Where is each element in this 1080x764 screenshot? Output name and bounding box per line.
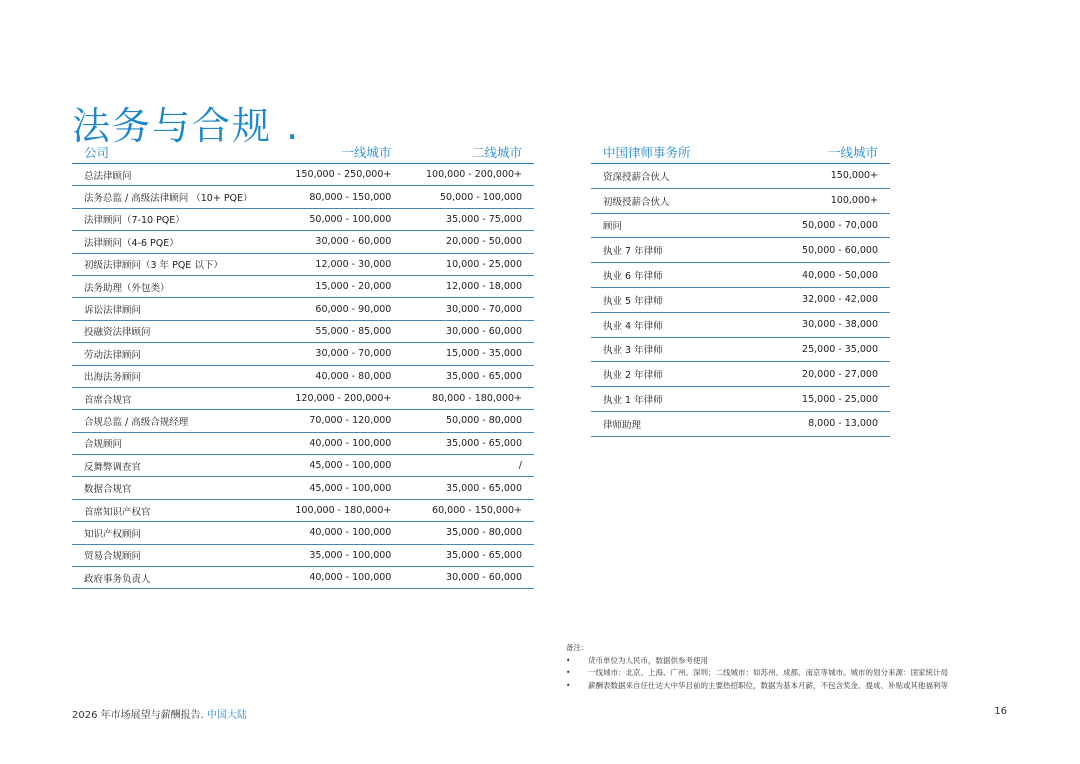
- footer-report-name: 2026 年市场展望与薪酬报告.: [72, 710, 207, 721]
- salary-cell: 40,000 - 50,000: [802, 269, 878, 281]
- bullet-icon: •: [566, 680, 571, 690]
- salary-cell: 35,000 - 100,000: [309, 549, 392, 561]
- bullet-icon: •: [566, 655, 571, 665]
- salary-cell: 150,000 - 250,000+: [295, 169, 392, 181]
- salary-cell: 50,000 - 100,000: [440, 191, 522, 203]
- table-row: [72, 365, 534, 387]
- table-row: [591, 337, 890, 362]
- footer-region: 中国大陆: [207, 710, 247, 721]
- note-text: 一线城市：北京、上海、广州、深圳；二线城市：如苏州、成都、南京等城市。城市的划分来源：国家统计局: [588, 668, 948, 677]
- position-cell: 政府事务负责人: [84, 573, 151, 585]
- notes-list: [566, 655, 948, 693]
- table-row: [591, 411, 890, 436]
- table-row: [72, 410, 534, 432]
- table-row: [591, 312, 890, 337]
- salary-cell: 40,000 - 100,000: [309, 572, 392, 584]
- column-header-tier1: 一线城市: [341, 145, 392, 160]
- position-cell: 资深授薪合伙人: [603, 171, 670, 183]
- salary-cell: 120,000 - 200,000+: [295, 393, 392, 405]
- table-row: [72, 343, 534, 365]
- notes-section: [566, 642, 948, 692]
- table-row: [72, 432, 534, 454]
- table-row: [591, 164, 890, 189]
- notes-heading: 备注：: [566, 643, 589, 652]
- page-number: 16: [994, 706, 1007, 717]
- salary-cell: 20,000 - 50,000: [446, 236, 522, 248]
- position-cell: 执业 5 年律师: [603, 295, 663, 307]
- position-cell: 执业 1 年律师: [603, 395, 663, 407]
- position-cell: 执业 7 年律师: [603, 246, 663, 258]
- salary-cell: 30,000 - 60,000: [315, 236, 392, 248]
- table-row: [591, 263, 890, 288]
- salary-cell: 40,000 - 80,000: [315, 370, 392, 382]
- salary-cell: 12,000 - 30,000: [315, 258, 392, 270]
- position-cell: 诉讼法律顾问: [84, 305, 142, 317]
- position-cell: 首席合规官: [84, 394, 132, 406]
- column-header-law-firm: 中国律师事务所: [603, 145, 691, 160]
- salary-cell: 8,000 - 13,000: [808, 418, 878, 430]
- page-title: 法务与合规 .: [72, 104, 301, 149]
- note-item: [566, 680, 948, 693]
- column-header-company: 公司: [84, 145, 110, 160]
- salary-cell: 30,000 - 70,000: [315, 348, 392, 360]
- salary-cell: 15,000 - 35,000: [446, 348, 522, 360]
- salary-cell: 50,000 - 100,000: [309, 213, 392, 225]
- salary-cell: 12,000 - 18,000: [446, 281, 522, 293]
- salary-cell: 100,000+: [830, 195, 878, 207]
- position-cell: 合规顾问: [84, 439, 123, 451]
- table-row: [72, 544, 534, 566]
- position-cell: 初级授薪合伙人: [603, 196, 670, 208]
- position-cell: 总法律顾问: [84, 170, 132, 182]
- position-cell: 顾问: [603, 221, 623, 233]
- salary-cell: 80,000 - 180,000+: [432, 393, 522, 405]
- salary-cell: 30,000 - 38,000: [802, 319, 878, 331]
- position-cell: 执业 6 年律师: [603, 271, 663, 283]
- table-row: [72, 455, 534, 477]
- position-cell: 数据合规官: [84, 484, 132, 496]
- table-row: [72, 231, 534, 253]
- table-row: [72, 522, 534, 544]
- salary-cell: 32,000 - 42,000: [802, 294, 878, 306]
- salary-cell: 50,000 - 60,000: [802, 244, 878, 256]
- position-cell: 法务总监 / 高级法律顾问 （10+ PQE）: [84, 193, 253, 205]
- table-header-row: [591, 141, 890, 164]
- salary-cell: 30,000 - 60,000: [446, 325, 522, 337]
- position-cell: 出海法务顾问: [84, 372, 142, 384]
- position-cell: 首席知识产权官: [84, 506, 151, 518]
- position-cell: 知识产权顾问: [84, 528, 142, 540]
- position-cell: 执业 2 年律师: [603, 370, 663, 382]
- salary-cell: 100,000 - 200,000+: [426, 169, 522, 181]
- table-row: [72, 567, 534, 589]
- position-cell: 执业 3 年律师: [603, 345, 663, 357]
- salary-cell: 10,000 - 25,000: [446, 258, 522, 270]
- position-cell: 贸易合规顾问: [84, 551, 142, 563]
- position-cell: 劳动法律顾问: [84, 349, 142, 361]
- salary-cell: 35,000 - 65,000: [446, 482, 522, 494]
- salary-cell: 50,000 - 80,000: [446, 415, 522, 427]
- position-cell: 律师助理: [603, 419, 642, 431]
- footer-report-title: [72, 706, 247, 721]
- table-row: [72, 253, 534, 275]
- position-cell: 执业 4 年律师: [603, 320, 663, 332]
- note-text: 货币单位为人民币，数据供参考使用: [588, 655, 708, 665]
- position-cell: 法律顾问（7-10 PQE）: [84, 215, 185, 227]
- salary-cell: 60,000 - 90,000: [315, 303, 392, 315]
- table-row: [72, 477, 534, 499]
- table-row: [72, 208, 534, 230]
- table-row: [591, 188, 890, 213]
- company-salary-table: [72, 141, 534, 589]
- table-row: [72, 186, 534, 208]
- position-cell: 合规总监 / 高级合规经理: [84, 416, 189, 428]
- salary-cell: 100,000 - 180,000+: [295, 505, 392, 517]
- position-cell: 反舞弊调查官: [84, 461, 142, 473]
- table-row: [591, 213, 890, 238]
- position-cell: 初级法律顾问（3 年 PQE 以下）: [84, 260, 223, 272]
- table-row: [72, 275, 534, 297]
- salary-cell: 35,000 - 80,000: [446, 527, 522, 539]
- salary-cell: 45,000 - 100,000: [309, 460, 392, 472]
- salary-cell: 40,000 - 100,000: [309, 437, 392, 449]
- table-row: [591, 362, 890, 387]
- salary-cell: 40,000 - 100,000: [309, 527, 392, 539]
- salary-cell: 30,000 - 70,000: [446, 303, 522, 315]
- salary-cell: 80,000 - 150,000: [309, 191, 392, 203]
- salary-cell: 30,000 - 60,000: [446, 572, 522, 584]
- salary-cell: 15,000 - 20,000: [315, 281, 392, 293]
- salary-cell: 70,000 - 120,000: [309, 415, 392, 427]
- position-cell: 法律顾问（4-6 PQE）: [84, 237, 179, 249]
- table-row: [591, 238, 890, 263]
- salary-cell: 15,000 - 25,000: [802, 393, 878, 405]
- salary-cell: 45,000 - 100,000: [309, 482, 392, 494]
- salary-cell: 55,000 - 85,000: [315, 325, 392, 337]
- table-header-row: [72, 141, 534, 164]
- position-cell: 法务助理（外包类）: [84, 282, 170, 294]
- salary-cell: /: [518, 460, 522, 472]
- salary-cell: 35,000 - 75,000: [446, 213, 522, 225]
- table-row: [591, 387, 890, 412]
- salary-cell: 50,000 - 70,000: [802, 219, 878, 231]
- salary-cell: 35,000 - 65,000: [446, 549, 522, 561]
- table-row: [591, 287, 890, 312]
- position-cell: 投融资法律顾问: [84, 327, 151, 339]
- salary-cell: 25,000 - 35,000: [802, 343, 878, 355]
- note-text: 薪酬表数据来自任仕达大中华目前的主要热招职位，数据为基本月薪，不包含奖金、提成、补贴或其他福利等: [588, 680, 948, 690]
- column-header-tier2: 二线城市: [471, 145, 522, 160]
- salary-cell: 60,000 - 150,000+: [432, 505, 522, 517]
- law-firm-table-body: [591, 164, 890, 437]
- table-row: [72, 298, 534, 320]
- table-row: [72, 499, 534, 521]
- table-row: [72, 320, 534, 342]
- law-firm-salary-table: [591, 141, 890, 437]
- salary-cell: 35,000 - 65,000: [446, 437, 522, 449]
- company-table-body: [72, 164, 534, 589]
- salary-cell: 20,000 - 27,000: [802, 368, 878, 380]
- column-header-tier1: 一线城市: [827, 145, 878, 160]
- salary-cell: 150,000+: [830, 170, 878, 182]
- bullet-icon: •: [566, 668, 571, 677]
- table-row: [72, 387, 534, 409]
- note-item: [566, 655, 948, 668]
- table-row: [72, 164, 534, 186]
- note-item: [566, 667, 948, 680]
- salary-cell: 35,000 - 65,000: [446, 370, 522, 382]
